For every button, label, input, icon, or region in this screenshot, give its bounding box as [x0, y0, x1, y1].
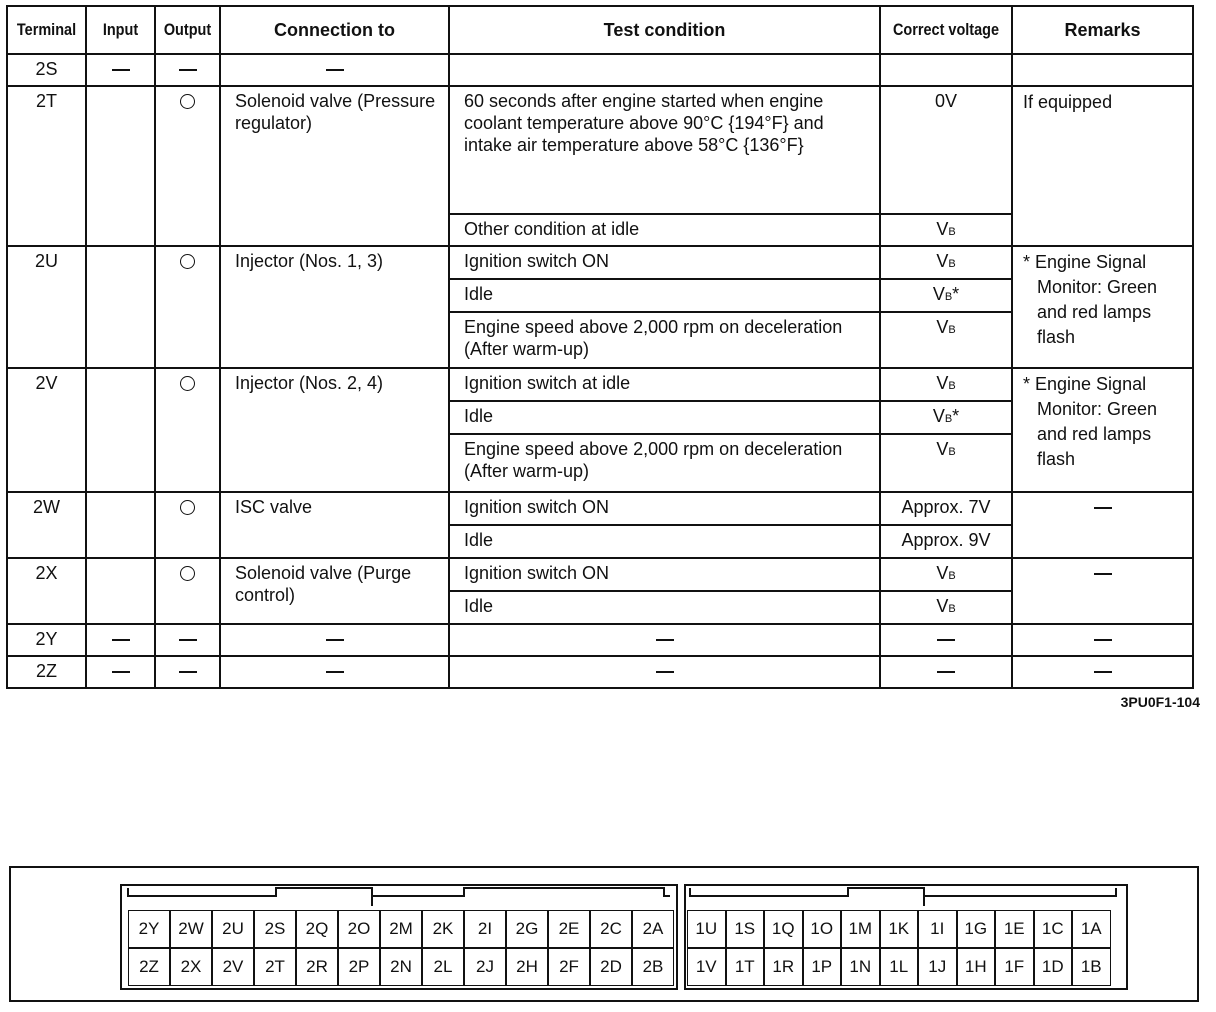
connector-pin: 1E — [995, 910, 1034, 948]
test-condition-cell: Engine speed above 2,000 rpm on deceleration (After warm-up) — [449, 434, 880, 492]
connector-pin: 1U — [687, 910, 726, 948]
connector-pin: 2H — [506, 948, 548, 986]
terminal-cell: 2Z — [7, 656, 86, 688]
connector-pin: 1L — [880, 948, 919, 986]
test-condition-cell: Engine speed above 2,000 rpm on deceleration (After warm-up) — [449, 312, 880, 368]
terminal-cell: 2V — [7, 368, 86, 492]
test-condition-cell: Idle — [449, 525, 880, 558]
voltage-cell: VB — [880, 214, 1012, 246]
connector-pin: 2D — [590, 948, 632, 986]
voltage-cell: VB — [880, 591, 1012, 624]
remarks-cell: If equipped — [1012, 86, 1193, 246]
terminal-cell: 2T — [7, 86, 86, 246]
connector-pin: 2E — [548, 910, 590, 948]
connector-pin: 2A — [632, 910, 674, 948]
connection-cell: Injector (Nos. 1, 3) — [220, 246, 449, 368]
connector-pin: 2V — [212, 948, 254, 986]
connector-pin: 1Q — [764, 910, 803, 948]
test-condition-cell: Ignition switch at idle — [449, 368, 880, 401]
test-condition-cell: Idle — [449, 401, 880, 434]
connector-pin: 1B — [1072, 948, 1111, 986]
connector-pin: 2B — [632, 948, 674, 986]
test-condition-cell: 60 seconds after engine started when engine coolant temperature above 90°C {194°F} and intake air temperature above 58°C {136°F} — [449, 86, 880, 214]
connector-pin: 2Y — [128, 910, 170, 948]
remarks-text: * Engine Signal Monitor: Green and red lamps flash — [1023, 252, 1158, 347]
test-condition-cell: Ignition switch ON — [449, 558, 880, 591]
connector-pin: 2K — [422, 910, 464, 948]
connector-2-pins — [128, 910, 674, 986]
test-condition-cell: Ignition switch ON — [449, 246, 880, 279]
connector-pin: 2M — [380, 910, 422, 948]
voltage-cell: VB — [880, 434, 1012, 492]
connector-1-pins — [687, 910, 1111, 986]
connector-pin: 1N — [841, 948, 880, 986]
terminal-cell: 2U — [7, 246, 86, 368]
connection-cell: Solenoid valve (Purge control) — [220, 558, 449, 624]
test-condition-cell: Ignition switch ON — [449, 492, 880, 525]
connector-pin: 2O — [338, 910, 380, 948]
connector-pin: 2L — [422, 948, 464, 986]
connection-cell: Injector (Nos. 2, 4) — [220, 368, 449, 492]
connector-pin: 2X — [170, 948, 212, 986]
connector-pin: 1S — [726, 910, 765, 948]
connector-pin: 2Z — [128, 948, 170, 986]
connector-pin: 2F — [548, 948, 590, 986]
connector-pin: 2R — [296, 948, 338, 986]
figure-code: 3PU0F1-104 — [1120, 694, 1200, 710]
connector-pin: 1R — [764, 948, 803, 986]
connector-pin: 2J — [464, 948, 506, 986]
connector-pin: 2Q — [296, 910, 338, 948]
connector-pin: 1C — [1034, 910, 1073, 948]
header-voltage: Correct voltage — [890, 6, 1002, 54]
terminal-cell: 2W — [7, 492, 86, 558]
voltage-cell: 0V — [880, 86, 1012, 214]
connector-pin: 1J — [918, 948, 957, 986]
connector-pin: 2C — [590, 910, 632, 948]
test-condition-cell: Other condition at idle — [449, 214, 880, 246]
header-output: Output — [160, 6, 215, 54]
connection-cell: ISC valve — [220, 492, 449, 558]
connector-pin: 1A — [1072, 910, 1111, 948]
connector-pin: 1H — [957, 948, 996, 986]
connector-pin: 1M — [841, 910, 880, 948]
connector-pin: 1F — [995, 948, 1034, 986]
connector-pin: 2T — [254, 948, 296, 986]
voltage-cell: VB* — [880, 401, 1012, 434]
test-condition-cell: Idle — [449, 279, 880, 312]
connector-pin: 1O — [803, 910, 842, 948]
voltage-cell: VB — [880, 558, 1012, 591]
voltage-cell: VB* — [880, 279, 1012, 312]
voltage-cell: VB — [880, 312, 1012, 368]
connector-pin: 2P — [338, 948, 380, 986]
header-input: Input — [91, 6, 150, 54]
terminal-cell: 2Y — [7, 624, 86, 656]
connector-pin: 1I — [918, 910, 957, 948]
header-terminal: Terminal — [13, 6, 80, 54]
connector-pin: 2I — [464, 910, 506, 948]
terminal-cell: 2S — [7, 54, 86, 86]
terminal-cell: 2X — [7, 558, 86, 624]
connector-pin: 1K — [880, 910, 919, 948]
header-test-condition: Test condition — [449, 6, 880, 54]
test-condition-cell: Idle — [449, 591, 880, 624]
connector-pin: 1P — [803, 948, 842, 986]
connector-pin: 1V — [687, 948, 726, 986]
connector-pin: 2W — [170, 910, 212, 948]
remarks-text: * Engine Signal Monitor: Green and red lamps flash — [1023, 374, 1158, 469]
connector-pin: 2U — [212, 910, 254, 948]
connector-pin: 2S — [254, 910, 296, 948]
connector-pin: 2N — [380, 948, 422, 986]
connector-pin: 1T — [726, 948, 765, 986]
voltage-cell: Approx. 9V — [880, 525, 1012, 558]
voltage-cell: VB — [880, 368, 1012, 401]
connection-cell: Solenoid valve (Pressure regulator) — [220, 86, 449, 246]
header-connection: Connection to — [220, 6, 449, 54]
connector-pin: 1G — [957, 910, 996, 948]
connector-pin: 2G — [506, 910, 548, 948]
voltage-cell: Approx. 7V — [880, 492, 1012, 525]
voltage-cell: VB — [880, 246, 1012, 279]
header-remarks: Remarks — [1012, 6, 1193, 54]
connector-pin: 1D — [1034, 948, 1073, 986]
